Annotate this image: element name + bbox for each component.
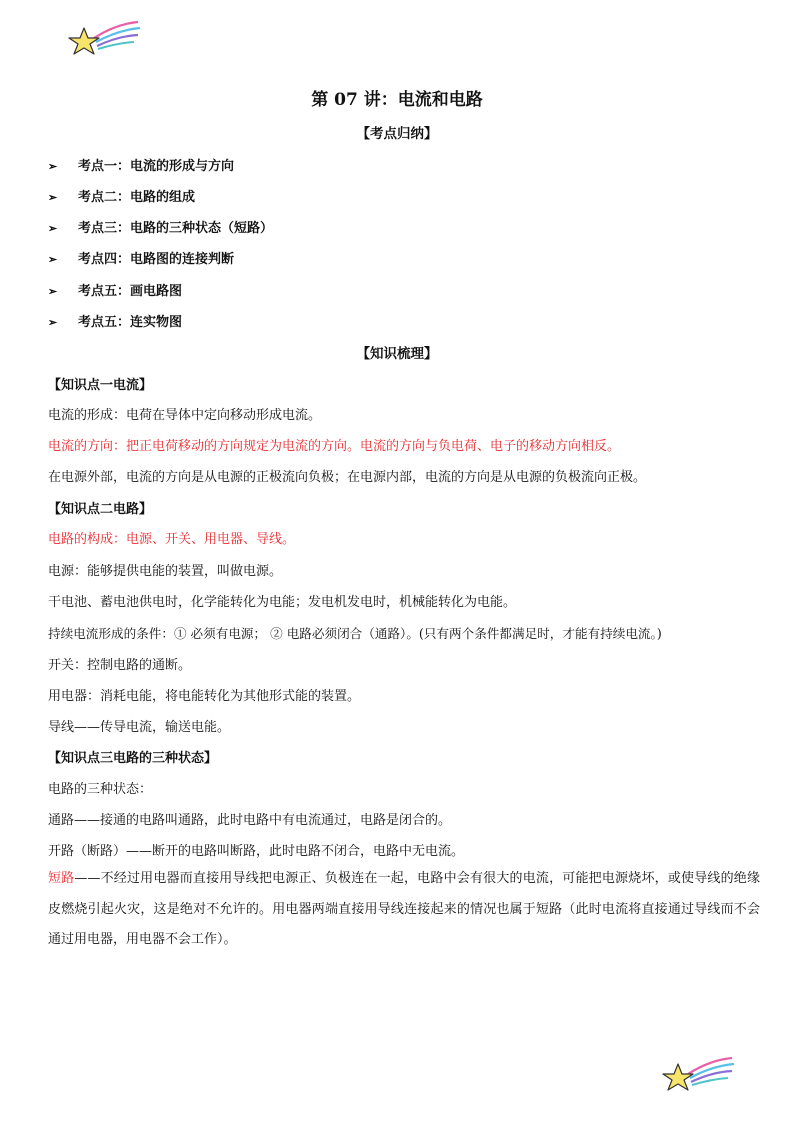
page-title: 第 07 讲：电流和电路 xyxy=(311,90,483,110)
list-item: ➢ 考点四：电路图的连接判断 xyxy=(48,252,235,267)
paragraph-highlight: 电路的构成：电源、开关、用电器、导线。 xyxy=(48,532,296,547)
paragraph: 持续电流形成的条件：① 必须有电源； ② 电路必须闭合（通路）。(只有两个条件都满足时，才能有持续电流。) xyxy=(48,626,662,641)
section-heading-summary: 【考点归纳】 xyxy=(356,126,438,142)
list-item: ➢ 考点一：电流的形成与方向 xyxy=(48,159,235,174)
paragraph: 电源：能够提供电能的装置，叫做电源。 xyxy=(48,564,283,579)
knowledge-point-heading: 【知识点二电路】 xyxy=(48,502,153,517)
paragraph: 干电池、蓄电池供电时，化学能转化为电能；发电机发电时，机械能转化为电能。 xyxy=(48,595,517,610)
arrow-bullet-icon: ➢ xyxy=(48,160,58,173)
arrow-bullet-icon: ➢ xyxy=(48,253,58,266)
arrow-bullet-icon: ➢ xyxy=(48,285,58,298)
paragraph-highlight: 电流的方向：把正电荷移动的方向规定为电流的方向。电流的方向与负电荷、电子的移动方向相反。 xyxy=(48,439,621,454)
paragraph-short-circuit xyxy=(48,864,760,956)
paragraph: 电流的形成：电荷在导体中定向移动形成电流。 xyxy=(48,408,322,423)
paragraph: 导线——传导电流，输送电能。 xyxy=(48,720,231,735)
list-item: ➢ 考点五：画电路图 xyxy=(48,284,183,299)
arrow-bullet-icon: ➢ xyxy=(48,222,58,235)
paragraph: 开路（断路）——断开的电路叫断路，此时电路不闭合，电路中无电流。 xyxy=(48,844,465,859)
shooting-star-icon xyxy=(66,16,142,58)
paragraph: 在电源外部，电流的方向是从电源的正极流向负极；在电源内部，电流的方向是从电源的负极流向正极。 xyxy=(48,470,647,485)
paragraph: 用电器：消耗电能，将电能转化为其他形式能的装置。 xyxy=(48,689,361,704)
knowledge-point-heading: 【知识点三电路的三种状态】 xyxy=(48,751,218,766)
knowledge-point-heading: 【知识点一电流】 xyxy=(48,378,153,393)
paragraph: 开关：控制电路的通断。 xyxy=(48,658,192,673)
arrow-bullet-icon: ➢ xyxy=(48,191,58,204)
arrow-bullet-icon: ➢ xyxy=(48,316,58,329)
list-item: ➢ 考点二：电路的组成 xyxy=(48,190,196,205)
list-item: ➢ 考点五：连实物图 xyxy=(48,315,183,330)
paragraph: 通路——接通的电路叫通路，此时电路中有电流通过，电路是闭合的。 xyxy=(48,813,452,828)
paragraph: 电路的三种状态： xyxy=(48,782,153,797)
section-heading-knowledge: 【知识梳理】 xyxy=(356,346,438,362)
list-item: ➢ 考点三：电路的三种状态（短路） xyxy=(48,221,274,236)
shooting-star-icon xyxy=(660,1052,736,1094)
short-circuit-label: 短路 xyxy=(48,871,75,886)
short-circuit-text: ——不经过用电器而直接用导线把电源正、负极连在一起，电路中会有很大的电流，可能把电源烧坏，或使导线的绝缘皮燃烧引起火灾，这是绝对不允许的。用电器两端直接用导线连接起来的情况也属于短路（此时电流将直接通过导线而不会通过用电器，用电器不会工作）。 xyxy=(48,871,760,947)
